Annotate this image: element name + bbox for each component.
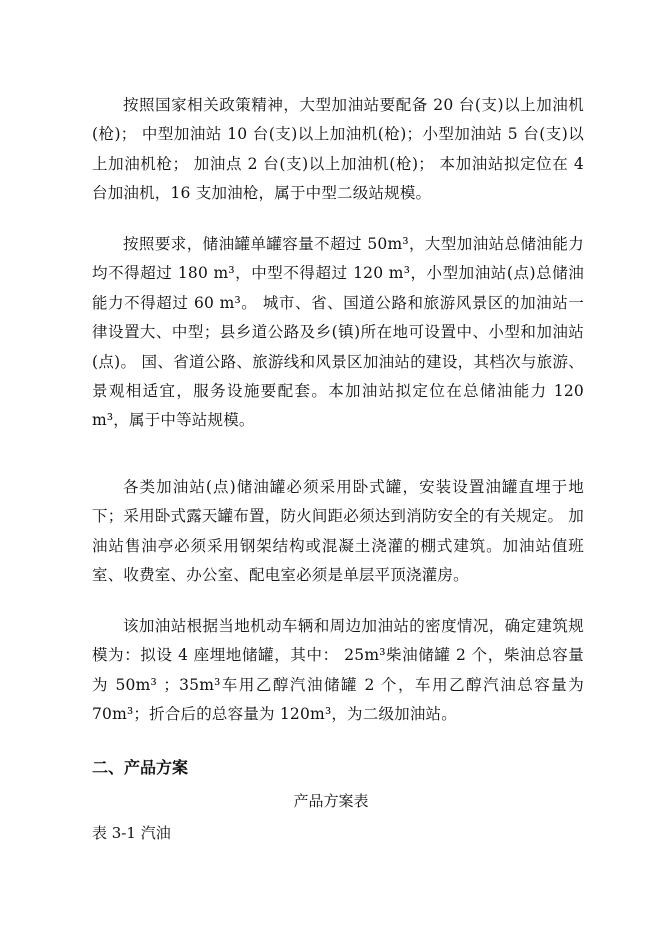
paragraph-tank-requirements: 各类加油站(点)储油罐必须采用卧式罐，安装设置油罐直埋于地下；采用卧式露天罐布置，防火间距必须达到消防安全的有关规定。 加油站售油亭必须采用钢架结构或混凝土浇灌的棚式建筑。加油站值班室、收费室、办公室、配电室必须是单层平顶浇灌房。: [92, 478, 584, 585]
section-heading: 二、产品方案: [92, 758, 189, 777]
paragraph-station-scale: 按照国家相关政策精神，大型加油站要配备 20 台(支)以上加油机(枪)； 中型加油站 10 台(支)以上加油机(枪)；小型加油站 5 台(支)以上加油机枪； 加油点 2 台(支)以上加油机(枪)； 本加油站拟定位在 4 台加油机，16 支加油枪，属于中型二级站规模。: [92, 96, 584, 203]
table-label: 表 3-1 汽油: [92, 824, 171, 842]
paragraph-storage-capacity: 按照要求，储油罐单罐容量不超过 50m³，大型加油站总储油能力均不得超过 180 m³，中型不得超过 120 m³，小型加油站(点)总储油能力不得超过 60 m³。 城市、省、国道公路和旅游风景区的加油站一律设置大、中型；县乡道公路及乡(镇)所在地可设置中、小型和加油站(点)。 国、省道公路、旅游线和风景区加油站的建设，其档次与旅游、景观相适宜，服务设施要配套。本加油站拟定位在总储油能力 120 m³，属于中等站规模。: [92, 235, 584, 430]
table-title: 产品方案表: [293, 792, 369, 810]
paragraph-construction-scale: 该加油站根据当地机动车辆和周边加油站的密度情况，确定建筑规模为：拟设 4 座埋地储罐，其中： 25m³柴油储罐 2 个，柴油总容量为 50m³ ；35m³车用乙醇汽油储罐 2 个，车用乙醇汽油总容量为 70m³；折合后的总容量为 120m³，为二级加油站。: [92, 617, 584, 724]
